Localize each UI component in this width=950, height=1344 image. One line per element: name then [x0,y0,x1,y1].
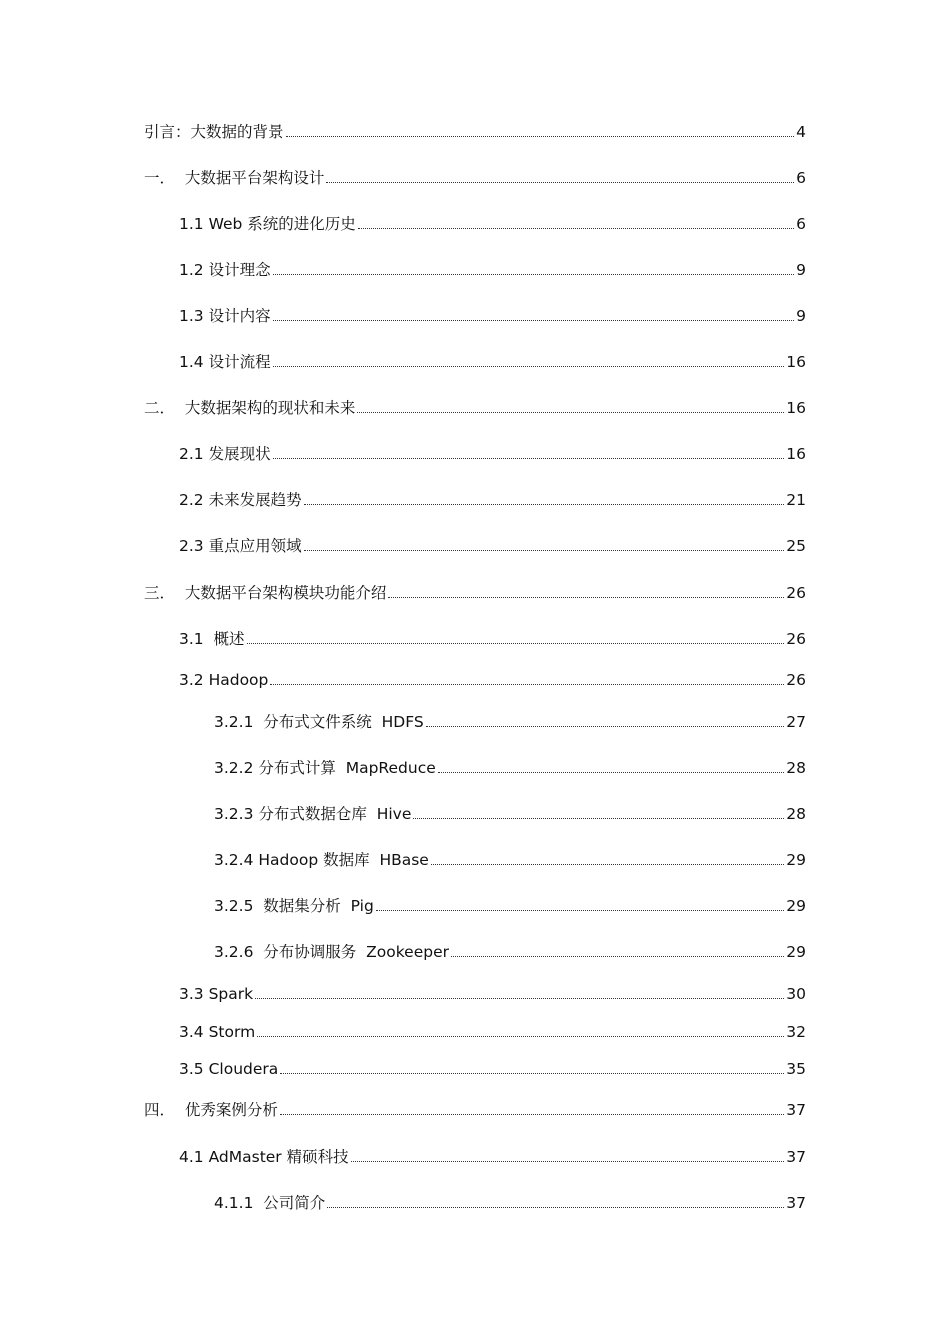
dot-leader [357,411,784,413]
toc-entry-page: 26 [786,584,806,602]
toc-entry-page: 29 [786,897,806,915]
toc-entry[interactable] [179,302,806,326]
toc-entry-page: 35 [786,1060,806,1078]
toc-entry-label: 一． 大数据平台架构设计 [144,169,325,187]
toc-entry-page: 37 [786,1101,806,1119]
toc-entry-page: 6 [796,215,806,233]
toc-entry-page: 16 [786,445,806,463]
toc-entry-label: 4.1 AdMaster 精硕科技 [179,1148,349,1166]
toc-entry-label: 1.4 设计流程 [179,353,271,371]
toc-entry-page: 28 [786,805,806,823]
toc-entry[interactable] [179,1055,806,1079]
dot-leader [431,863,784,865]
toc-entry[interactable] [179,256,806,280]
toc-entry-label: 二． 大数据架构的现状和未来 [144,399,356,417]
dot-leader [273,319,795,321]
toc-entry-page: 9 [796,307,806,325]
toc-entry-label: 4.1.1 公司简介 [214,1194,326,1212]
toc-entry-label: 2.3 重点应用领域 [179,537,302,555]
toc-entry[interactable] [214,846,806,870]
toc-entry-page: 16 [786,353,806,371]
toc-entry-label: 3.2 Hadoop [179,671,269,689]
toc-entry-label: 三． 大数据平台架构模块功能介绍 [144,584,387,602]
toc-entry[interactable] [179,440,806,464]
toc-entry-label: 3.2.2 分布式计算 MapReduce [214,759,436,777]
toc-entry-label: 3.3 Spark [179,985,254,1003]
toc-entry-label: 3.2.4 Hadoop 数据库 HBase [214,851,429,869]
toc-entry[interactable] [214,892,806,916]
dot-leader [351,1160,785,1162]
toc-entry[interactable] [144,394,806,418]
toc-entry[interactable] [179,625,806,649]
toc-entry[interactable] [144,1096,806,1120]
dot-leader [273,273,795,275]
toc-entry[interactable] [214,800,806,824]
toc-entry-page: 28 [786,759,806,777]
toc-entry-page: 30 [786,985,806,1003]
dot-leader [255,997,784,999]
toc-entry-label: 3.4 Storm [179,1023,256,1041]
dot-leader [280,1113,784,1115]
toc-entry[interactable] [179,980,806,1004]
toc-entry[interactable] [179,532,806,556]
toc-entry-page: 29 [786,851,806,869]
dot-leader [327,1206,784,1208]
dot-leader [273,457,785,459]
toc-entry-label: 3.5 Cloudera [179,1060,279,1078]
toc-entry-label: 3.2.6 分布协调服务 Zookeeper [214,943,449,961]
toc-entry-page: 26 [786,671,806,689]
dot-leader [326,181,794,183]
toc-entry[interactable] [214,754,806,778]
dot-leader [388,596,784,598]
toc-entry[interactable] [179,486,806,510]
toc-entry-page: 4 [796,123,806,141]
toc-entry-label: 3.2.3 分布式数据仓库 Hive [214,805,412,823]
toc-entry-label: 3.1 概述 [179,630,245,648]
dot-leader [247,642,785,644]
toc-entry-page: 26 [786,630,806,648]
dot-leader [270,683,784,685]
toc-entry-page: 32 [786,1023,806,1041]
dot-leader [358,227,794,229]
dot-leader [376,909,784,911]
toc-entry-label: 2.1 发展现状 [179,445,271,463]
dot-leader [257,1035,784,1037]
dot-leader [451,955,784,957]
dot-leader [438,771,785,773]
toc-entry-label: 3.2.5 数据集分析 Pig [214,897,374,915]
toc-entry[interactable] [179,348,806,372]
toc-entry[interactable] [144,118,806,142]
toc-entry-page: 29 [786,943,806,961]
toc-entry-label: 3.2.1 分布式文件系统 HDFS [214,713,424,731]
toc-entry-label: 引言：大数据的背景 [144,123,284,141]
toc-entry[interactable] [179,210,806,234]
dot-leader [280,1072,784,1074]
dot-leader [413,817,784,819]
toc-entry[interactable] [214,708,806,732]
toc-entry-label: 1.1 Web 系统的进化历史 [179,215,356,233]
toc-entry-page: 37 [786,1148,806,1166]
toc-entry-page: 37 [786,1194,806,1212]
toc-entry-label: 2.2 未来发展趋势 [179,491,302,509]
dot-leader [286,135,795,137]
toc-entry-label: 1.3 设计内容 [179,307,271,325]
toc-entry[interactable] [179,1143,806,1167]
dot-leader [273,365,785,367]
toc-entry-page: 6 [796,169,806,187]
toc-entry[interactable] [179,666,806,690]
toc-entry[interactable] [214,938,806,962]
dot-leader [426,725,785,727]
toc-entry-page: 27 [786,713,806,731]
toc-entry-label: 1.2 设计理念 [179,261,271,279]
toc-entry-page: 9 [796,261,806,279]
dot-leader [304,503,785,505]
toc-entry[interactable] [214,1189,806,1213]
toc-entry-page: 25 [786,537,806,555]
toc-entry[interactable] [179,1018,806,1042]
toc-entry-page: 16 [786,399,806,417]
dot-leader [304,549,785,551]
toc-entry-page: 21 [786,491,806,509]
toc-entry[interactable] [144,579,806,603]
toc-entry-label: 四． 优秀案例分析 [144,1101,278,1119]
toc-entry[interactable] [144,164,806,188]
